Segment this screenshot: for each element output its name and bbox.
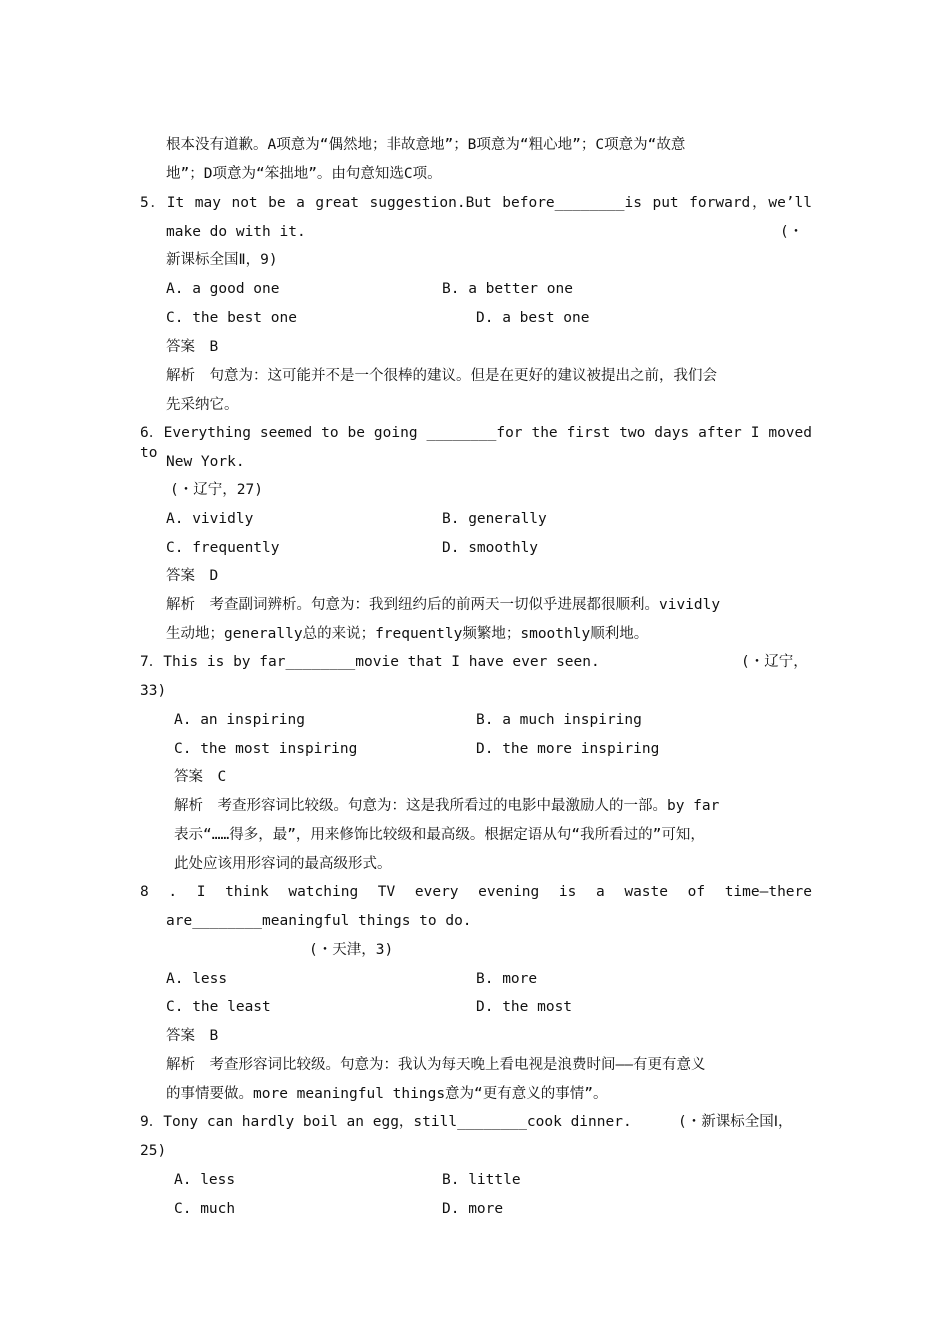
q6-option-a: A. vividly: [166, 511, 254, 527]
q9-option-d: D. more: [442, 1201, 504, 1217]
q5-explanation-line-1: 解析 句意为：这可能并不是一个很棒的建议。但是在更好的建议被提出之前，我们会: [166, 368, 717, 384]
prev-explanation-line-1: 根本没有道歉。A项意为“偶然地；非故意地”；B项意为“粗心地”；C项意为“故意: [166, 137, 686, 153]
q8-explanation-line-1: 解析 考查形容词比较级。句意为：我认为每天晚上看电视是浪费时间——有更有意义: [166, 1057, 706, 1073]
q6-option-b: B. generally: [442, 511, 547, 527]
q8-option-c: C. the least: [166, 999, 271, 1015]
q6-source: (・辽宁，27): [170, 482, 263, 498]
q8-stem-line-2: are________meaningful things to do.: [166, 913, 472, 929]
q7-stem-line-1: 7．This is by far________movie that I have ever seen.: [140, 654, 600, 670]
q5-option-d: D. a best one: [476, 310, 590, 326]
q5-option-a: A. a good one: [166, 281, 280, 297]
q6-answer: 答案 D: [166, 568, 219, 584]
q8-explanation-line-2: 的事情要做。more meaningful things意为“更有意义的事情”。: [166, 1086, 608, 1102]
q5-answer: 答案 B: [166, 339, 219, 355]
q5-source: 新课标全国Ⅱ，9): [166, 252, 278, 268]
q5-option-c: C. the best one: [166, 310, 297, 326]
q7-option-a: A. an inspiring: [174, 712, 305, 728]
q7-source-end: 33): [140, 683, 167, 699]
q9-source-end: 25): [140, 1143, 167, 1159]
q9-stem-line-1: 9．Tony can hardly boil an egg，still________cook dinner.: [140, 1114, 632, 1130]
q6-explanation-line-1: 解析 考查副词辨析。句意为：我到纽约后的前两天一切似乎进展都很顺利。vividly: [166, 597, 721, 613]
q5-stem-line-2: make do with it.: [166, 224, 306, 240]
q8-option-b: B. more: [476, 971, 538, 987]
q5-option-b: B. a better one: [442, 281, 573, 297]
q7-answer: 答案 C: [174, 769, 227, 785]
q7-option-b: B. a much inspiring: [476, 712, 642, 728]
q5-explanation-line-2: 先采纳它。: [166, 397, 239, 413]
q8-stem-line-1: 8 . I think watching TV every evening is a waste of time—there: [140, 884, 812, 900]
q7-option-d: D. the more inspiring: [476, 741, 660, 757]
q6-explanation-line-2: 生动地；generally总的来说；frequently频繁地；smoothly顺利地。: [166, 626, 649, 642]
q5-stem-line-1: 5．It may not be a great suggestion.But before________is put forward，we’ll: [140, 195, 812, 211]
q8-source: (・天津，3): [309, 942, 394, 958]
q7-explanation-line-2: 表示“……得多，最”，用来修饰比较级和最高级。根据定语从句“我所看过的”可知，: [174, 827, 705, 843]
q6-stem-line-2: New York.: [166, 454, 245, 470]
q8-option-a: A. less: [166, 971, 228, 987]
q7-source-start: (・辽宁，: [741, 654, 808, 670]
q6-option-d: D. smoothly: [442, 540, 539, 556]
q8-option-d: D. the most: [476, 999, 573, 1015]
q6-option-c: C. frequently: [166, 540, 280, 556]
q8-answer: 答案 B: [166, 1028, 219, 1044]
q7-explanation-line-3: 此处应该用形容词的最高级形式。: [174, 856, 392, 872]
q9-option-c: C. much: [174, 1201, 236, 1217]
q7-option-c: C. the most inspiring: [174, 741, 358, 757]
q5-source-start: (・: [780, 224, 804, 240]
q9-option-a: A. less: [174, 1172, 236, 1188]
q9-source-start: (・新课标全国Ⅰ，: [678, 1114, 793, 1130]
q6-stem-line-1: 6．Everything seemed to be going ________for the first two days after I moved to: [140, 425, 812, 461]
q7-explanation-line-1: 解析 考查形容词比较级。句意为：这是我所看过的电影中最激励人的一部。by far: [174, 798, 720, 814]
q9-option-b: B. little: [442, 1172, 521, 1188]
prev-explanation-line-2: 地”；D项意为“笨拙地”。由句意知选C项。: [166, 166, 442, 182]
